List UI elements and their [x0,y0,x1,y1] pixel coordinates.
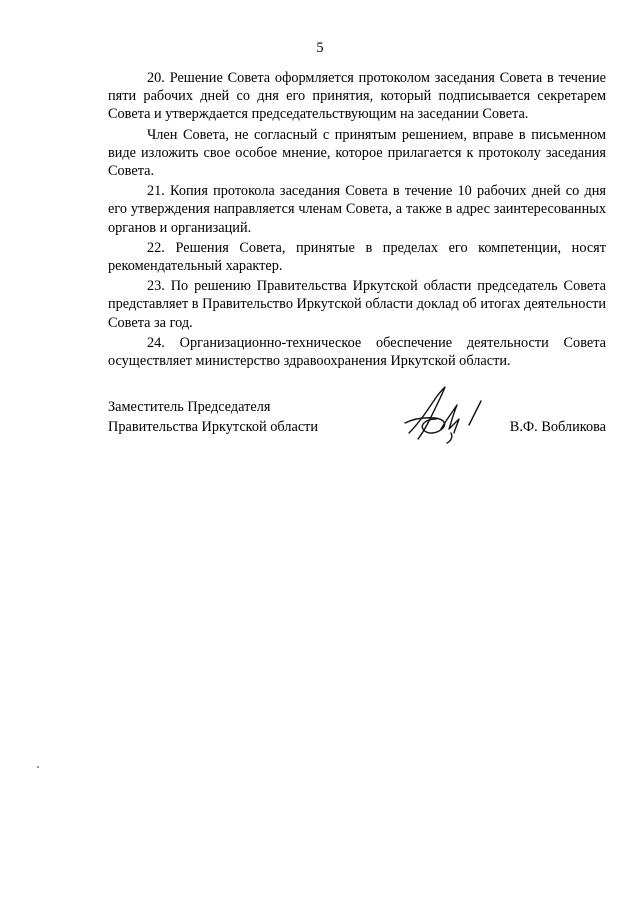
paragraph-dissent: Член Совета, не согласный с принятым решением, вправе в письменном виде изложить свое особое мнение, которое прилагается к протоколу заседания Совета. [108,126,606,180]
signatory-title-line-2: Правительства Иркутской области [108,419,319,435]
signatory-title [108,397,318,437]
signature-block [108,397,606,457]
paragraph-24: 24. Организационно-техническое обеспечение деятельности Совета осуществляет министерство здравоохранения Иркутской области. [108,334,606,370]
paragraph-22: 22. Решения Совета, принятые в пределах его компетенции, носят рекомендательный характер. [108,239,606,275]
paragraph-21: 21. Копия протокола заседания Совета в течение 10 рабочих дней со дня его утверждения направляется членам Совета, а также в адрес заинтересованных органов и организаций. [108,183,606,236]
signatory-title-line-1: Заместитель Председателя [108,399,271,415]
document-body [108,69,606,370]
handwritten-signature [401,383,493,447]
paragraph-20: 20. Решение Совета оформляется протоколом заседания Совета в течение пяти рабочих дней со дня его принятия, который подписывается секретарем Совета и утверждается председательствующим на заседании Совета. [108,70,606,123]
paragraph-23: 23. По решению Правительства Иркутской области председатель Совета представляет в Правительство Иркутской области доклад об итогах деятельности Совета за год. [108,278,606,331]
scan-speck [37,766,39,768]
page-number: 5 [316,40,324,56]
signatory-name: В.Ф. Вобликова [509,419,606,435]
